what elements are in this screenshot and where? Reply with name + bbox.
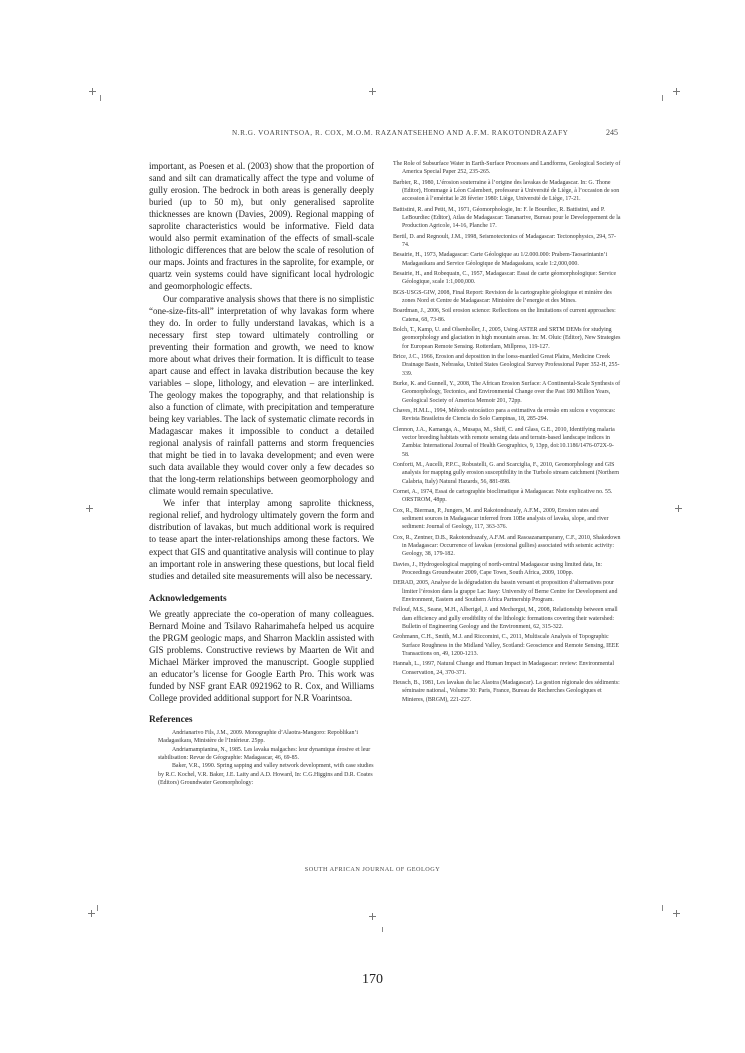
reference-entry: Bolch, T., Kamp, U. and Olsenholler, J., 2005, Using ASTER and SRTM DEMs for studying geomorphology and glaciation in high mountain areas. In: M. Oluic (Editor), New Strategies for European Remote Sensing. Rotterdam, Millpress, 119-127. (393, 327, 621, 350)
folio-number: 170 (362, 972, 383, 987)
references-section (149, 714, 374, 787)
journal-footer: SOUTH AFRICAN JOURNAL OF GEOLOGY (304, 866, 441, 873)
crop-mark-bottom-right (673, 910, 680, 917)
reference-entry: Baker, V.R., 1990. Spring sapping and valley network development, with case studies by R.C. Kochel, V.R. Baker, J.E. Laity and A.D. Howard, In: C.G.Higgins and D.R. Coates (Editors) Groundwater Geomorphology: (158, 763, 374, 786)
reference-entry: Bertil, D. and Regnoult, J.M., 1998, Seismotectonics of Madagascar: Tectonophysics, 294, 57-74. (393, 233, 616, 248)
body-paragraph: important, as Poesen et al. (2003) show that the proportion of sand and silt can dramatically affect the type and volume of gully erosion. The bedrock in both areas is generally deeply buried (up to 50 m), but only generalised saprolite thicknesses are known (Davies, 2009). Regional mapping of saprolite characteristics would be informative. Field data would also permit examination of the effects of small-scale lithologic differences that are below the scale of resolution of our maps. Joints and fractures in the saprolite, for example, or quartz vein systems could have significant local hydrologic and geomorphologic effects. (149, 161, 374, 292)
page-number: 245 (606, 128, 618, 137)
acknowledgements-text: We greatly appreciate the co-operation of many colleagues. Bernard Moine and Tsilavo Raharimahefa helped us acquire the PRGM geologic maps, and Sharron Macklin assisted with GIS problems. Constructive reviews by Maarten de Wit and Michael Märker improved the manuscript. Google supplied an educator’s license for Google Earth Pro. This work was funded by NSF grant EAR 0921962 to R. Cox, and Williams College provided additional support for N.R Voarintsoa. (149, 608, 374, 703)
reference-entry: Brice, J.C., 1966, Erosion and deposition in the loess-mantled Great Plains, Medicine Creek Drainage Basin, Nebraska, United States Geological Survey Professional Paper 352-H, 255-339. (393, 354, 620, 377)
reference-entry: Fellouf, M.S., Seane, M.H., Alberigel, J. and Mechergui, M., 2008, Relationship between small dam efficiency and gully erodibility of the lithologic formations covering their watershed: Bulletin of Engineering Geology and the Environment, 62, 315-322. (393, 607, 618, 630)
crop-mark-top-right (673, 88, 680, 95)
crop-mark-bottom-left (88, 910, 95, 917)
reference-entry: Cox, R., Zentner, D.B., Rakotondrazafy, A.F.M. and Rasoazanamparany, C.F., 2010, Shakedown in Madagascar: Occurrence of lavakas (erosional gullies) associated with seismic activity: Geology, 38, 179-182. (393, 534, 621, 558)
running-head: N.R.G. VOARINTSOA, R. COX, M.O.M. RAZANATSEHENO AND A.F.M. RAKOTONDRAZAFY (232, 129, 569, 137)
reference-entry: Hannah, L., 1997, Natural Change and Human Impact in Madagascar: review: Environmental Conservation, 24, 370-371. (393, 661, 614, 676)
crop-tick (662, 95, 663, 101)
right-column-references (393, 160, 621, 706)
reference-entry: BGS-USGS-GIW, 2008, Final Report: Revision de la cartographie géologique et minière des zones Nord et Centre de Madagascar: Ministère de l’energie et des Mines. (393, 289, 612, 305)
crop-tick (382, 927, 383, 932)
references-heading: References (149, 715, 193, 726)
crop-tick (100, 95, 101, 101)
reference-entry: Cox, R., Bierman, P., Jungers, M. and Rakotondrazafy, A.F.M., 2009, Erosion rates and sediment sources in Madagascar inferred from 10Be analysis of lavaka, slope, and river sediment: Journal of Geology, 117, 363-376. (393, 507, 609, 531)
crop-mark-mid-right (675, 505, 682, 512)
body-paragraph: Our comparative analysis shows that there is no simplistic “one-size-fits-all” interpretation of why lavakas form where they do. In order to fully understand lavakas, which is a necessary first step toward ultimately controlling or preventing their formation and growth, we need to know more about what drives their formation. It is difficult to tease apart cause and effect in lavaka distribution because the key variables – slope, lithology, and elevation – are interlinked. The geology makes the topography, and that relationship is also a function of climate, with precipitation and temperature being key variables. The lack of systematic climate records in Madagascar makes it impossible to conduct a detailed regional analysis of rainfall patterns and storm frequencies that might be tied in to lavaka development; and even were such data available they would cover only a few decades so that the long-term relationships between geomorphology and climate would remain speculative. (149, 293, 374, 497)
reference-entry: Grohmann, C.H., Smith, M.J. and Riccomini, C., 2011, Multiscale Analysis of Topographic Surface Roughness in the Midland Valley, Scotland: Geoscience and Remote Sensing, IEEE Transactions on, 49, 1200-1213. (393, 634, 619, 657)
body-paragraph: We infer that interplay among saprolite thickness, regional relief, and hydrology ultimately govern the form and distribution of lavakas, but much additional work is required to tease apart the inter-relationships among these factors. We expect that GIS and quantitative analysis will continue to play an important role in answering these questions, but local field studies and detailed site measurements will also be necessary. (149, 498, 374, 581)
left-column (149, 160, 374, 787)
reference-entry: Conforti, M., Aucelli, P.P.C., Robustelli, G. and Scarciglia, F., 2010, Geomorphology and GIS analysis for mapping gully erosion susceptibility in the Turbolo stream catchment (Northern Calabria, Italy) Natural Hazards, 56, 881-898. (393, 462, 620, 485)
crop-tick (662, 905, 663, 911)
reference-entry: Cornet, A., 1974, Essai de cartographie bioclimatique à Madagascar. Note explicative no. 55. ORSTROM, 48pp. (393, 489, 613, 504)
reference-entry: Andriamampianina, N., 1985. Les lavaka malgaches: leur dynamique érosive et leur stabilisation: Revue de Géographie: Madagascar, 46, 69-85. (158, 746, 371, 761)
reference-entry: Boardman, J., 2006, Soil erosion science: Reflections on the limitations of current approaches: Catena, 68, 73-86. (393, 308, 616, 323)
crop-mark-bottom-center (369, 913, 376, 920)
reference-entry: Davies, J., Hydrogeological mapping of north-central Madagascar using limited data, In: Proceedings Groundwater 2009, Cape Town, South Africa, 2009, 100pp. (393, 561, 603, 576)
reference-entry: Clennon, J.A., Kamanga, A., Musapa, M., Shiff, C. and Glass, G.E., 2010, Identifying malaria vector breeding habitats with remote sensing data and terrain-based landscape indices in Zambia: International Journal of Health Geographics, 9, 13pp, doi:10.1186/1476-072X-9-58. (393, 426, 615, 458)
crop-mark-mid-left (86, 505, 93, 512)
acknowledgements-heading: Acknowledgements (149, 593, 227, 604)
reference-entry: The Role of Subsurface Water in Earth-Surface Processes and Landforms, Geological Society of America Special Paper 252, 235-265. (393, 161, 621, 176)
reference-entry: Barbier, R., 1980, L’érosion souterraine à l’origine des lavakas de Madagascar. In: G. Thone (Editor), Hommage à Léon Calembert, professeur à Université de Liège, à l’occasion de son accession à l’eméritat le 28 février 1980: Liège, Université de Liège, 17-21. (393, 179, 620, 203)
reference-entry: Battistini, R. and Petit, M., 1971, Géomorphologie, In: F. le Bourdiec, R. Battistini, and P. LeBourdiec (Editor), Atlas de Madagascar: Tananarive, Bureau pour le Developpement de la Production Agricole, 14-16, Planche 17. (393, 206, 621, 230)
reference-entry: Andrianarivo Fils, J.M., 2009. Monographie d’Alaotra-Mangoro: Repoblikan’i Madagasikara, Ministère de l’Intérieur. 25pp. (158, 730, 359, 745)
reference-entry: Besairie, H., and Robequain, C., 1957, Madagascar: Essai de carte géomorphologique: Service Géologique, scale 1:1,000,000. (393, 271, 617, 286)
reference-entry: Heusch, B., 1981, Les lavakas du lac Alaotra (Madagascar). La gestion régionale des sédiments: séminaire national., Volume 30: Paris, France, Bureau de Recherches Geologiques et Minieres, (BRGM), 221-227. (393, 679, 620, 703)
crop-mark-top-left (89, 88, 96, 95)
reference-entry: Besairie, H., 1973, Madagascar: Carte Géologique au 1/2.000.000: Prabem-Taosarintanin’i Madagasikara and Service Géologique de Madagaskara, scale 1:2,000,000. (393, 252, 608, 267)
reference-entry: Chaves, H.M.L., 1994, Método estocástico para a estimativa da erosão em sulcos e voçorocas: Revista Brasileira de Ciencia do Solo Campinas, 18, 285-294. (393, 408, 616, 423)
crop-mark-top-center (369, 88, 376, 95)
reference-entry: Burke, K. and Gunnell, Y., 2008, The African Erosion Surface: A Continental-Scale Synthesis of Geomorphology, Tectonics, and Environmental Change over the Past 180 Million Years, Geological Society of America Memoir 201, 72pp. (393, 381, 621, 404)
crop-tick (97, 905, 98, 911)
reference-entry: DERAD, 2005, Analyse de la dégradation du bassin versant et proposition d’alternatives pour limiter l’érosion dans la grappe Lac Itasy: University of Berne Centre for Development and Environment, Eastern and Southern Africa Partnership Program. (393, 580, 618, 603)
